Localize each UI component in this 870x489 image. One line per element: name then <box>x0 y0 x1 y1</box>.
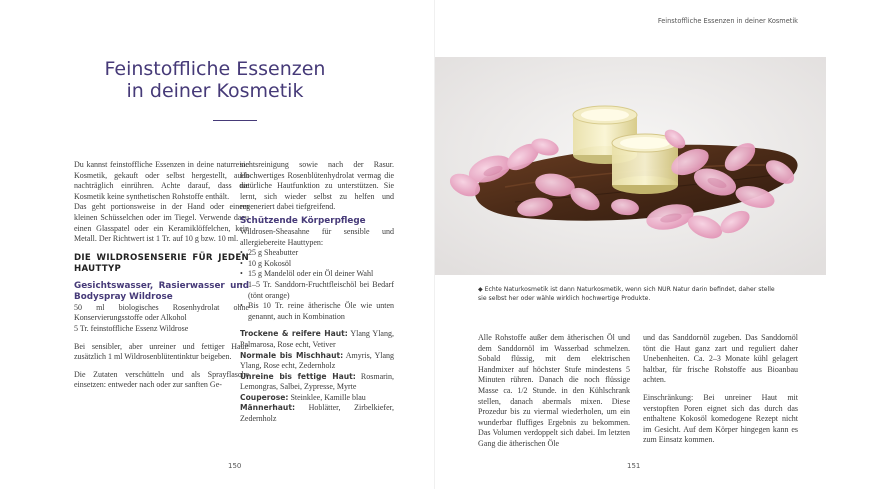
skin-type-line <box>240 393 394 404</box>
skin-type-oils: Hoblätter, Zirbelkiefer, Zedernholz <box>240 403 394 424</box>
skin-type-oils: Ylang Ylang, Palmarosa, Rose echt, Vetiver <box>240 329 394 349</box>
skin-type-label: Unreine bis fettige Haut: <box>240 371 356 381</box>
skin-type-label: Männerhaut: <box>240 403 295 413</box>
storage-paragraph: und das Sanddornöl zugeben. Das Sanddornöl tönt die Haut ganz zart und reguliert daher Unebenheiten. Ca. 2–3 Monate kühl gelagert haltbar, für frische Rohstoffe aus Bioanbau achten. <box>643 333 798 385</box>
caption-text: Echte Naturkosmetik ist dann Naturkosmetik, wenn sich NUR Natur darin befindet, daher stelle sie selbst her oder wähle wirklich hochwertige Produkte. <box>478 286 775 302</box>
note-paragraph: Bei sensibler, aber unreiner und fettiger Haut: zusätzlich 1 ml Wildrosenblütentinktur beigeben. <box>74 341 249 362</box>
column-1 <box>74 160 249 391</box>
list-item: • 10 g Kokosöl <box>240 259 394 270</box>
page-title <box>60 58 370 102</box>
method-paragraph: Alle Rohstoffe außer dem ätherischen Öl und dem Sanddornöl im Wasserbad schmelzen. Sobald flüssig, mit dem elektrischen Handmixer auf höchster Stufe mindestens 5 Minuten rühren. Danach die noch flüssige Masse ca. 1/2 Stunde. in den Kühlschrank stellen, danach abermals mixen. Diese Prozedur bis zu viermal wiederholen, um ein wunderbar fluffiges Ergebnis zu bekommen. Das Volumen verdoppelt sich dabei. Im letzten Gang die ätherischen Öle <box>478 333 630 448</box>
photo-caption: ◆ Echte Naturkosmetik ist dann Naturkosmetik, wenn sich NUR Natur darin befindet, daher stelle sie selbst her oder wähle wirklich hochwertige Produkte. <box>478 286 775 302</box>
skin-type-label: Couperose: <box>240 392 289 402</box>
title-line-1: Feinstoffliche Essenzen <box>104 58 326 80</box>
shea-intro: Wildrosen-Sheasahne für sensible und allergiebereite Hauttypen: <box>240 226 394 247</box>
recipe-line-2: 5 Tr. feinstoffliche Essenz Wildrose <box>74 323 189 333</box>
list-item: • Bis 10 Tr. reine ätherische Öle wie unten genannt, auch in Kombination <box>240 301 394 322</box>
list-item: • 1–5 Tr. Sanddorn-Fruchtfleischöl bei Bedarf (tönt orange) <box>240 280 394 301</box>
section-heading: DIE WILDROSENSERIE FÜR JEDEN HAUTTYP <box>74 252 249 274</box>
title-divider <box>213 120 257 121</box>
skin-type-line <box>240 351 394 372</box>
skin-type-oils: Steinklee, Kamille blau <box>288 392 366 402</box>
intro-paragraph-2: Das geht portionsweise in der Hand oder einem kleinen Schüsselchen oder im Tiegel. Verwende dazu einen Glasspatel oder ein Keramiklöffelchen, kein Metall. Der Richtwert ist 1 Tr. auf 10 g bzw. 10 ml. <box>74 202 249 244</box>
usage-paragraph: Die Zutaten verschütteln und als Sprayflasche einsetzen: entweder nach oder zur sanften Ge- <box>74 369 249 390</box>
skin-type-oils: Rosmarin, Lemongras, Salbei, Zypresse, Myrte <box>240 371 394 392</box>
page-number-left: 150 <box>228 462 242 470</box>
cream-jar-right <box>612 134 678 194</box>
recipe-line: 50 ml biologisches Rosenhydrolat ohne Konservierungsstoffe oder Alkohol <box>74 302 249 323</box>
list-item: • 25 g Sheabutter <box>240 248 394 259</box>
title-line-2: in deiner Kosmetik <box>126 80 304 102</box>
skin-type-label: Trockene & reifere Haut: <box>240 329 348 339</box>
cosmetics-photo <box>435 57 826 275</box>
page-number-right: 151 <box>627 462 641 470</box>
skin-type-oils: Amyris, Ylang Ylang, Rose echt, Zedernholz <box>240 350 394 371</box>
skin-type-line <box>240 372 394 393</box>
column-3 <box>478 333 630 450</box>
skin-type-label: Normale bis Mischhaut: <box>240 350 344 360</box>
skin-type-line <box>240 403 394 424</box>
running-header: Feinstoffliche Essenzen in deiner Kosmetik <box>657 17 798 25</box>
list-item: • 15 g Mandelöl oder ein Öl deiner Wahl <box>240 269 394 280</box>
column-4 <box>643 333 798 446</box>
subsection-heading: Gesichtswasser, Rasierwasser und Bodyspray Wildrose <box>74 280 249 302</box>
subsection-heading-body: Schützende Körperpflege <box>240 215 366 226</box>
column-2 <box>240 160 394 425</box>
ingredient-list <box>240 248 394 322</box>
intro-paragraph: Du kannst feinstoffliche Essenzen in deine naturreine Kosmetik, gekauft oder selbst hergestellt, auch nachträglich einrühren. Achte darauf, dass die Kosmetik keine synthetischen Rohstoffe enthält. <box>74 160 249 201</box>
rose-cream-image <box>435 57 826 275</box>
continued-paragraph: sichtsreinigung sowie nach der Rasur. Hochwertiges Rosenblütenhydrolat vermag die natürliche Hautfunktion zu unterstützen. Sie lernt, sich wieder selbst zu helfen und regeneriert dabei tiefgreifend. <box>240 160 394 212</box>
skin-type-line <box>240 329 394 350</box>
restriction-paragraph: Einschränkung: Bei unreiner Haut mit verstopften Poren eignet sich das durch das enthaltene Kokosöl komedogene Rezept nicht im Gesicht. Auf dem Körper hingegen kann es zum Einsatz kommen. <box>643 392 798 445</box>
